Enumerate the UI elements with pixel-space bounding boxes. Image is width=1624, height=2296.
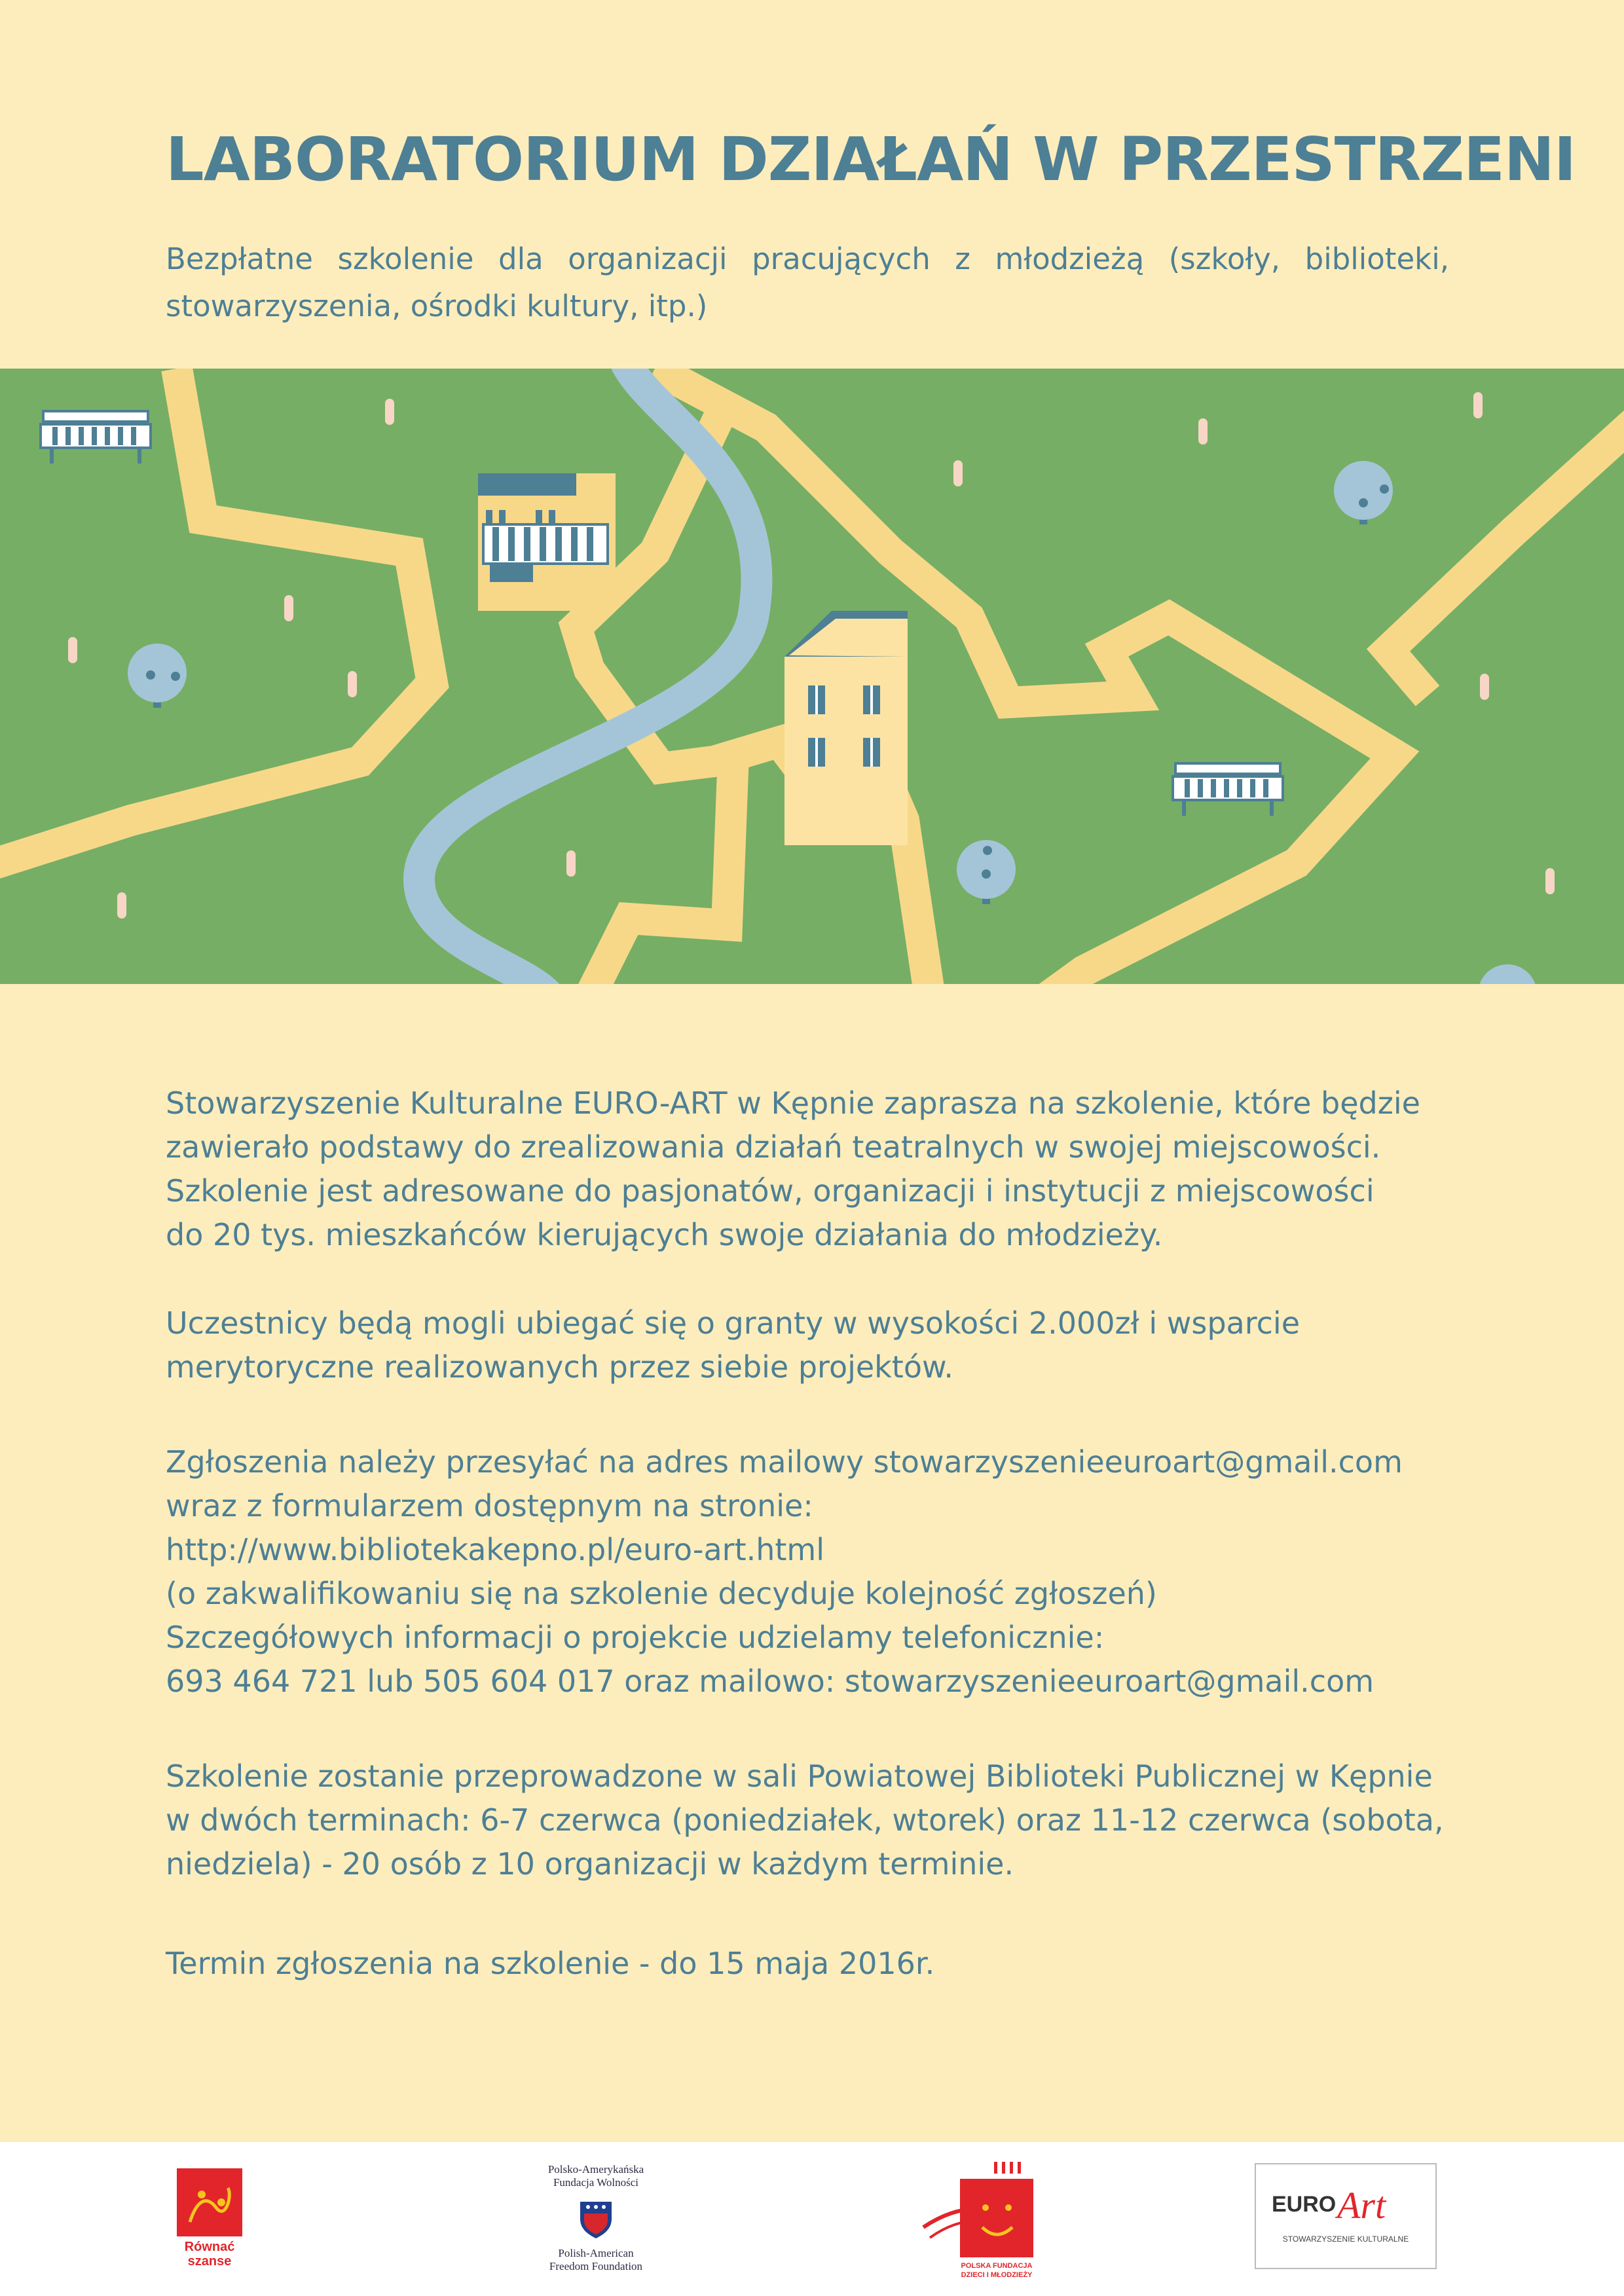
pafw-bottom2: Freedom Foundation: [549, 2260, 643, 2272]
paragraph-deadline: [166, 1942, 1475, 1986]
pfdm-line2: DZIECI I MŁODZIEŻY: [961, 2271, 1033, 2279]
paragraph-grants: [166, 1302, 1475, 1389]
rownac-szanse-logo: [170, 2168, 249, 2273]
pafw-top1: Polsko-Amerykańska: [547, 2163, 644, 2176]
text-line: w dwóch terminach: 6-7 czerwca (poniedziałek, wtorek) oraz 11-12 czerwca (sobota,: [166, 1802, 1444, 1838]
euro-art-logo: [1255, 2163, 1437, 2269]
text-line: do 20 tys. mieszkańców kierujących swoje działania do młodzieży.: [166, 1217, 1163, 1252]
kiosk-icon: [478, 473, 616, 611]
text-line: merytoryczne realizowanych przez siebie projektów.: [166, 1349, 954, 1385]
paragraph-applications: [166, 1440, 1475, 1704]
pafw-emblem-icon: [580, 2202, 612, 2238]
text-line: Termin zgłoszenia na szkolenie - do 15 maja 2016r.: [166, 1946, 935, 1981]
house-icon: [784, 611, 908, 845]
website-link[interactable]: http://www.bibliotekakepno.pl/euro-art.html: [166, 1532, 825, 1567]
text-line: Szczegółowych informacji o projekcie udzielamy telefonicznie:: [166, 1620, 1105, 1655]
text-line: Szkolenie jest adresowane do pasjonatów, organizacji i instytucji z miejscowości: [166, 1173, 1375, 1209]
text-line: (o zakwalifikowaniu się na szkolenie decyduje kolejność zgłoszeń): [166, 1576, 1157, 1611]
pfdm-line1: POLSKA FUNDACJA: [961, 2262, 1033, 2270]
text-line: niedziela) - 20 osób z 10 organizacji w każdym terminie.: [166, 1846, 1014, 1882]
rownac-line1: Równać: [184, 2240, 235, 2254]
text-line: Szkolenie zostanie przeprowadzone w sali Powiatowej Biblioteki Publicznej w Kępnie: [166, 1758, 1433, 1794]
pafw-top2: Fundacja Wolności: [553, 2176, 639, 2189]
text-line: Stowarzyszenie Kulturalne EURO-ART w Kępnie zaprasza na szkolenie, które będzie: [166, 1085, 1420, 1121]
sponsor-footer: [0, 2142, 1624, 2296]
pafw-bottom1: Polish-American: [558, 2247, 634, 2259]
page-subtitle: Bezpłatne szkolenie dla organizacji pracujących z młodzieżą (szkoły, biblioteki, stowarzyszenia, ośrodki kultury, itp.): [166, 242, 1449, 323]
euroart-euro: EURO: [1272, 2192, 1337, 2217]
euroart-art: Art: [1337, 2184, 1386, 2227]
text-line: Uczestnicy będą mogli ubiegać się o granty w wysokości 2.000zł i wsparcie: [166, 1305, 1301, 1341]
text-line: Zgłoszenia należy przesyłać na adres mailowy stowarzyszenieeuroart@gmail.com: [166, 1444, 1403, 1480]
paragraph-intro: [166, 1082, 1475, 1257]
paragraph-dates: [166, 1755, 1475, 1886]
rownac-line2: szanse: [187, 2254, 232, 2269]
park-map-illustration: [0, 369, 1624, 984]
text-line: wraz z formularzem dostępnym na stronie:: [166, 1488, 813, 1523]
euroart-caption: STOWARZYSZENIE KULTURALNE: [1282, 2234, 1409, 2244]
page-title: LABORATORIUM DZIAŁAŃ W PRZESTRZENI: [166, 124, 1576, 194]
body-text: [166, 1082, 1475, 1986]
text-line: zawierało podstawy do zrealizowania działań teatralnych w swojej miejscowości.: [166, 1129, 1381, 1165]
contact-line: 693 464 721 lub 505 604 017 oraz mailowo: stowarzyszenieeuroart@gmail.com: [166, 1664, 1375, 1699]
pfdm-logo: [917, 2162, 1041, 2280]
pafw-logo: [517, 2159, 674, 2280]
